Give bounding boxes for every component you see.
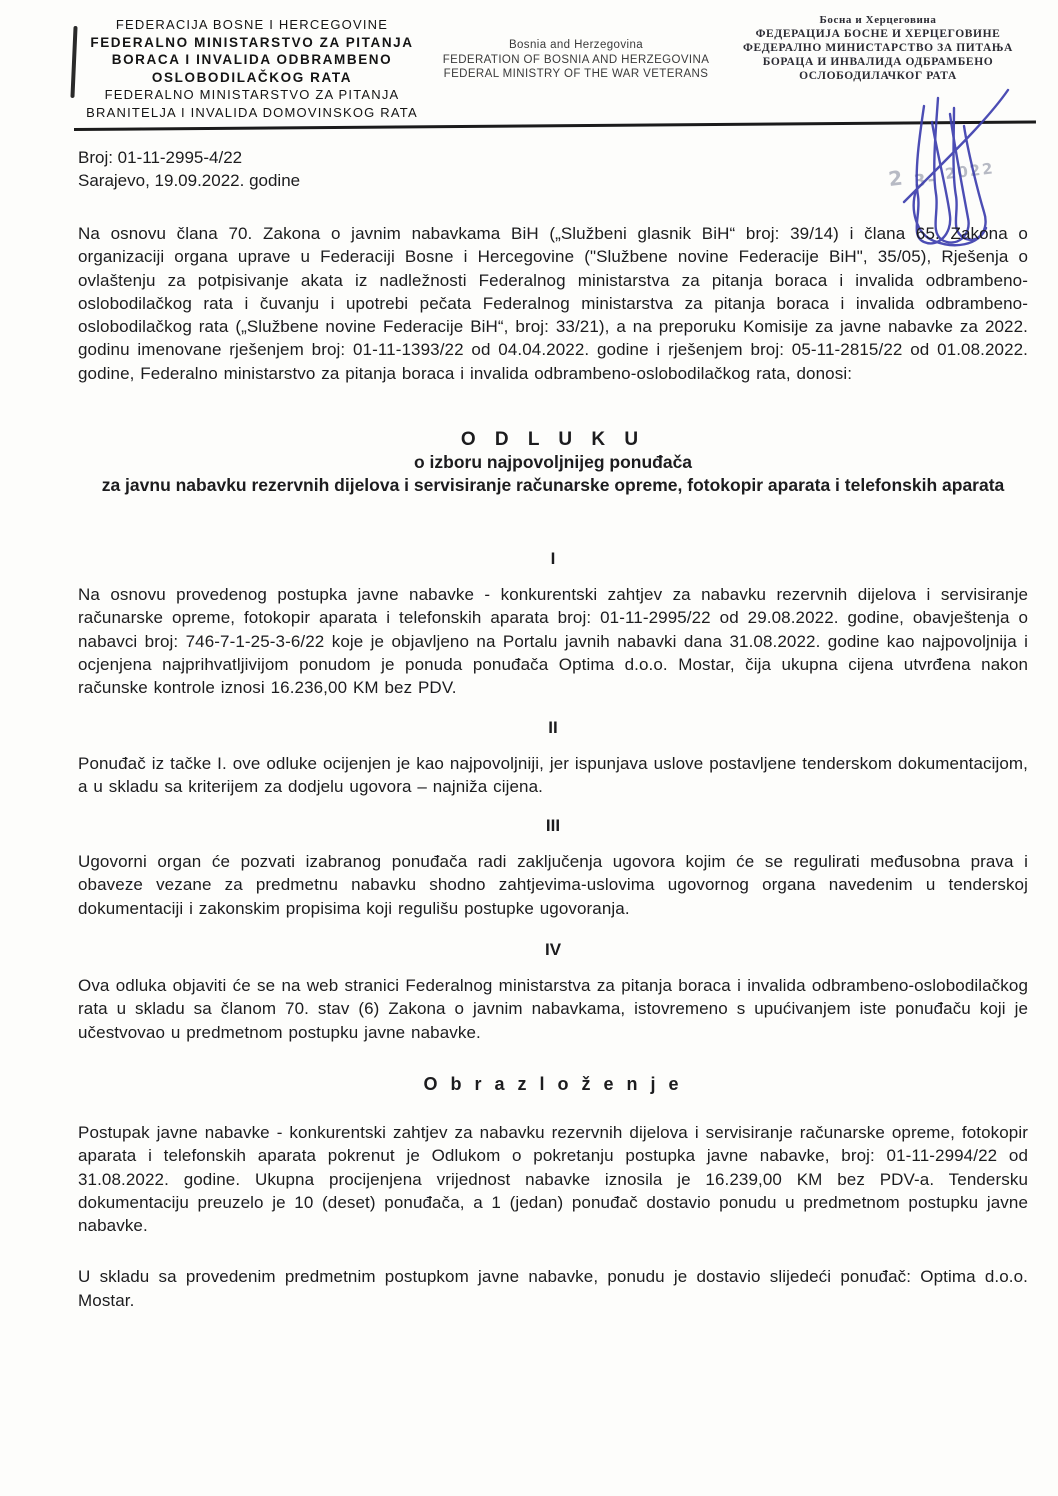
explanation-title: O b r a z l o ž e n j e	[423, 1073, 683, 1094]
letterhead-left-bosnian	[85, 16, 419, 121]
letterhead-line: FEDERALNO MINISTARSTVO ZA PITANJA	[90, 34, 414, 50]
letterhead-line: FEDERATION OF BOSNIA AND HERZEGOVINA	[442, 53, 710, 66]
decision-heading	[78, 429, 1028, 497]
letterhead-line: БОРАЦА И ИНВАЛИДА ОДБРАМБЕНО	[762, 56, 994, 68]
intro-paragraph: Na osnovu člana 70. Zakona o javnim nabavkama BiH („Službeni glasnik BiH“ broj: 39/14) i člana 65. Zakona o organizaciji organa uprave u Federaciji Bosne i Hercegovine ("Službene novine Federacije BiH", 35/05), Rješenja o ovlaštenju za potpisivanje akata iz nadležnosti Federalnog ministarstva za pitanja boraca i invalida odbrambeno-oslobodilačkog rata i čuvanju i upotrebi pečata Federalnog ministarstva za pitanja boraca i invalida odbrambeno-oslobodilačkog rata („Službene novine Federacije BiH“, broj: 33/21), a na preporuku Komisije za javne nabavke za 2022. godinu imenovane rješenjem broj: 01-11-1393/22 od 04.04.2022. godine i rješenjem broj: 05-11-2815/22 od 01.08.2022. godine, Federalno ministarstvo za pitanja boraca i invalida odbrambeno-oslobodilačkog rata, donosi:	[78, 224, 1028, 383]
document-number: Broj: 01-11-2995-4/22	[78, 148, 243, 167]
document-body	[78, 146, 1028, 1312]
explanation-paragraph-1: Postupak javne nabavke - konkurentski zahtjev za nabavku rezervnih dijelova i servisiranje računarske opreme, fotokopir aparata i telefonskih aparata pokrenut je Odlukom o pokretanju postupka javne nabavke, broj: 01-11-2994/22 od 31.08.2022. godine. Ukupna procijenjena vrijednost nabavke iznosila je 16.239,00 KM bez PDV-a. Tendersku dokumentaciju preuzelo je 10 (deset) ponuđača, a 1 (jedan) ponuđač dostavio ponudu u predmetnom postupku javne nabavke.	[78, 1122, 1028, 1236]
letterhead-line: FEDERALNO MINISTARSTVO ZA PITANJA	[104, 87, 400, 102]
section-paragraph-2: Ponuđač iz tačke I. ove odluke ocijenjen je kao najpovoljniji, jer ispunjava uslove postavljene tenderskom dokumentacijom, a u skladu sa kriterijem za dodjelu ugovora – najniža cijena.	[78, 753, 1028, 796]
letterhead-line: BORACA I INVALIDA ODBRAMBENO	[111, 52, 393, 67]
place-and-date: Sarajevo, 19.09.2022. godine	[78, 171, 301, 190]
letterhead-center-english	[428, 38, 724, 82]
section-numeral-3: III	[545, 816, 561, 836]
letterhead-line: Босна и Херцеговина	[819, 14, 937, 26]
letterhead-line: BRANITELJA I INVALIDA DOMOVINSKOG RATA	[86, 104, 418, 120]
section-numeral-2: II	[548, 717, 558, 737]
date-stamp-fragment: 2022	[944, 159, 996, 184]
letterhead-line: ФЕДЕРАЦИЈА БОСНЕ И ХЕРЦЕГОВИНЕ	[755, 28, 1001, 40]
letterhead-line: Bosnia and Herzegovina	[508, 39, 644, 51]
letterhead-line: FEDERACIJA BOSNE I HERCEGOVINE	[115, 17, 389, 32]
decision-subtitle-2: za javnu nabavku rezervnih dijelova i servisiranje računarske opreme, fotokopir aparata i telefonskih aparata	[101, 475, 1005, 496]
letterhead-line: ФЕДЕРАЛНО МИНИСТАРСТВО ЗА ПИТАЊА	[743, 42, 1013, 54]
date-stamp-fragment: 2	[887, 165, 906, 192]
section-paragraph-3: Ugovorni organ će pozvati izabranog ponuđača radi zaključenja ugovora kojim će se regulirati međusobna prava i obaveze vezane za predmetnu nabavku shodno zahtjevima-uslovima ugovornog organa navedenim u tenderskoj dokumentaciji i zakonskim propisima koji regulišu postupke ugovoranja.	[78, 852, 1028, 918]
section-paragraph-4: Ova odluka objaviti će se na web stranici Federalnog ministarstva za pitanja boraca i invalida odbrambeno-oslobodilačkog rata u skladu sa članom 70. stav (6) Zakona o javnim nabavkama, istovremeno s upućivanjem iste ponuđaču koji je učestvovao u predmetnom postupku javne nabavke.	[78, 976, 1028, 1042]
scan-artifact-vertical-line	[70, 26, 77, 98]
section-numeral-4: IV	[544, 940, 562, 960]
letterhead-line: FEDERAL MINISTRY OF THE WAR VETERANS	[443, 68, 709, 80]
letterhead-line: ОСЛОБОДИЛАЧКОГ РАТА	[799, 70, 957, 82]
explanation-paragraph-2: U skladu sa provedenim predmetnim postupkom javne nabavke, ponudu je dostavio slijedeći ponuđač: Optima d.o.o. Mostar.	[78, 1267, 1028, 1310]
section-paragraph-1: Na osnovu provedenog postupka javne nabavke - konkurentski zahtjev za nabavku rezervnih dijelova i servisiranje računarske opreme, fotokopir aparata i telefonskih aparata broj: 01-11-2995/22 od 29.08.2022. godine, obavještenja o nabavci broj: 746-7-1-25-3-6/22 koje je objavljeno na Portalu javnih nabavki dana 31.08.2022. godine kao najpovoljnija i ocjenjena najprihvatljivijom ponudom je ponuda ponuđača Optima d.o.o. Mostar, čija ukupna cijena utvrđena nakon računske kontrole iznosi 16.236,00 KM bez PDV.	[78, 585, 1028, 698]
section-numeral-1: I	[550, 549, 556, 569]
letterhead-line: OSLOBODILAČKOG RATA	[151, 69, 353, 85]
date-stamp-fragment: 3-	[912, 169, 938, 192]
decision-title: O D L U K U	[460, 429, 646, 451]
letterhead-right-cyrillic	[728, 13, 1028, 83]
decision-subtitle-1: o izboru najpovoljnijeg ponuđača	[413, 452, 693, 473]
